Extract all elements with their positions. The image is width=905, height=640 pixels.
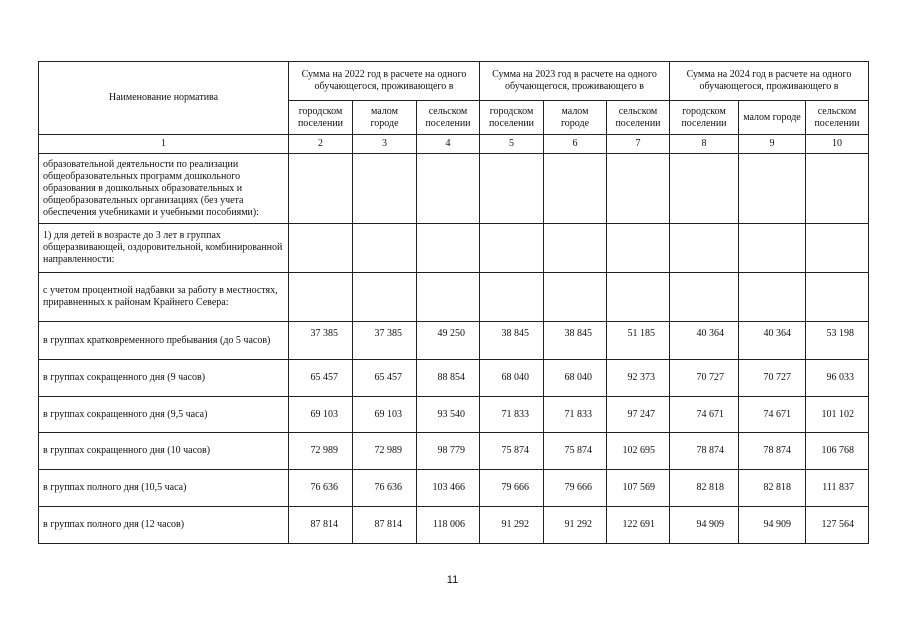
- table-cell: 127 564: [806, 507, 869, 544]
- table-cell: 76 636: [353, 470, 417, 507]
- table-cell: 68 040: [544, 360, 607, 397]
- subheader-urban: городском поселении: [670, 101, 739, 135]
- table-cell: 94 909: [739, 507, 806, 544]
- table-cell: 72 989: [289, 433, 353, 470]
- table-cell: 91 292: [480, 507, 544, 544]
- normatives-table: [38, 61, 869, 544]
- table-cell: 87 814: [353, 507, 417, 544]
- header-year-2022: Сумма на 2022 год в расчете на одного обучающегося, проживающего в: [289, 62, 480, 101]
- table-cell: 70 727: [739, 360, 806, 397]
- subheader-urban: городском поселении: [480, 101, 544, 135]
- subheader-small-town: малом городе: [739, 101, 806, 135]
- table-cell: 102 695: [607, 433, 670, 470]
- table-row: [39, 470, 869, 507]
- table-cell: 107 569: [607, 470, 670, 507]
- table-cell: 122 691: [607, 507, 670, 544]
- column-number: 2: [289, 135, 353, 154]
- table-cell: 96 033: [806, 360, 869, 397]
- table-cell: 53 198: [806, 322, 869, 360]
- table-cell: 88 854: [417, 360, 480, 397]
- table-row: [39, 397, 869, 433]
- table-cell: 37 385: [353, 322, 417, 360]
- table-cell: 74 671: [739, 397, 806, 433]
- table-cell: 93 540: [417, 397, 480, 433]
- column-number: 1: [39, 135, 289, 154]
- table-cell: 72 989: [353, 433, 417, 470]
- table-cell: 40 364: [739, 322, 806, 360]
- table-cell: 40 364: [670, 322, 739, 360]
- table-cell: 65 457: [353, 360, 417, 397]
- table-cell: 70 727: [670, 360, 739, 397]
- table-cell: 51 185: [607, 322, 670, 360]
- table-cell: 71 833: [480, 397, 544, 433]
- column-number: 7: [607, 135, 670, 154]
- table-cell: 69 103: [353, 397, 417, 433]
- table-cell: 103 466: [417, 470, 480, 507]
- row-label: в группах сокращенного дня (9,5 часа): [39, 397, 289, 433]
- table-cell: 65 457: [289, 360, 353, 397]
- column-number: 6: [544, 135, 607, 154]
- table-cell: 78 874: [739, 433, 806, 470]
- row-label: в группах полного дня (10,5 часа): [39, 470, 289, 507]
- row-label: в группах сокращенного дня (10 часов): [39, 433, 289, 470]
- row-label: в группах кратковременного пребывания (до 5 часов): [39, 322, 289, 360]
- header-year-2024: Сумма на 2024 год в расчете на одного обучающегося, проживающего в: [670, 62, 869, 101]
- table-cell: 106 768: [806, 433, 869, 470]
- row-label: в группах сокращенного дня (9 часов): [39, 360, 289, 397]
- subheader-small-town: малом городе: [544, 101, 607, 135]
- row-label-north-allowance: с учетом процентной надбавки за работу в местностях, приравненных к районам Крайнего Севера:: [39, 273, 289, 322]
- table-cell: 92 373: [607, 360, 670, 397]
- table-cell: 71 833: [544, 397, 607, 433]
- table-cell: 75 874: [480, 433, 544, 470]
- table-cell: 69 103: [289, 397, 353, 433]
- table-cell: 38 845: [480, 322, 544, 360]
- table-cell: 68 040: [480, 360, 544, 397]
- column-number: 8: [670, 135, 739, 154]
- subheader-small-town: малом городе: [353, 101, 417, 135]
- subheader-urban: городском поселении: [289, 101, 353, 135]
- page-number: 11: [446, 574, 459, 586]
- table-cell: 78 874: [670, 433, 739, 470]
- column-number: 5: [480, 135, 544, 154]
- subheader-rural: сельском поселении: [806, 101, 869, 135]
- table-cell: 82 818: [670, 470, 739, 507]
- column-number: 4: [417, 135, 480, 154]
- table-row: [39, 433, 869, 470]
- header-year-2023: Сумма на 2023 год в расчете на одного обучающегося, проживающего в: [480, 62, 670, 101]
- subheader-rural: сельском поселении: [417, 101, 480, 135]
- table-cell: 38 845: [544, 322, 607, 360]
- table-cell: 97 247: [607, 397, 670, 433]
- table-cell: 76 636: [289, 470, 353, 507]
- table-cell: 118 006: [417, 507, 480, 544]
- table-cell: 82 818: [739, 470, 806, 507]
- table-cell: 79 666: [544, 470, 607, 507]
- row-label-education-activity: образовательной деятельности по реализации общеобразовательных программ дошкольного образования в дошкольных образовательных и общеобразовательных организациях (без учета обеспечения учебниками и учебными пособиями):: [39, 154, 289, 224]
- table-cell: 91 292: [544, 507, 607, 544]
- table-row: [39, 507, 869, 544]
- table-cell: 101 102: [806, 397, 869, 433]
- table-row: [39, 322, 869, 360]
- row-label: в группах полного дня (12 часов): [39, 507, 289, 544]
- subheader-rural: сельском поселении: [607, 101, 670, 135]
- table-cell: 87 814: [289, 507, 353, 544]
- table-cell: 49 250: [417, 322, 480, 360]
- table-cell: 79 666: [480, 470, 544, 507]
- column-number: 10: [806, 135, 869, 154]
- header-normative-name: Наименование норматива: [39, 62, 289, 135]
- table-cell: 98 779: [417, 433, 480, 470]
- row-label-children-under-3: 1) для детей в возрасте до 3 лет в группах общеразвивающей, оздоровительной, комбинированной направленности:: [39, 224, 289, 273]
- table-row: [39, 360, 869, 397]
- table-cell: 94 909: [670, 507, 739, 544]
- table-cell: 75 874: [544, 433, 607, 470]
- column-number: 9: [739, 135, 806, 154]
- table-cell: 111 837: [806, 470, 869, 507]
- table-cell: 74 671: [670, 397, 739, 433]
- column-number: 3: [353, 135, 417, 154]
- table-cell: 37 385: [289, 322, 353, 360]
